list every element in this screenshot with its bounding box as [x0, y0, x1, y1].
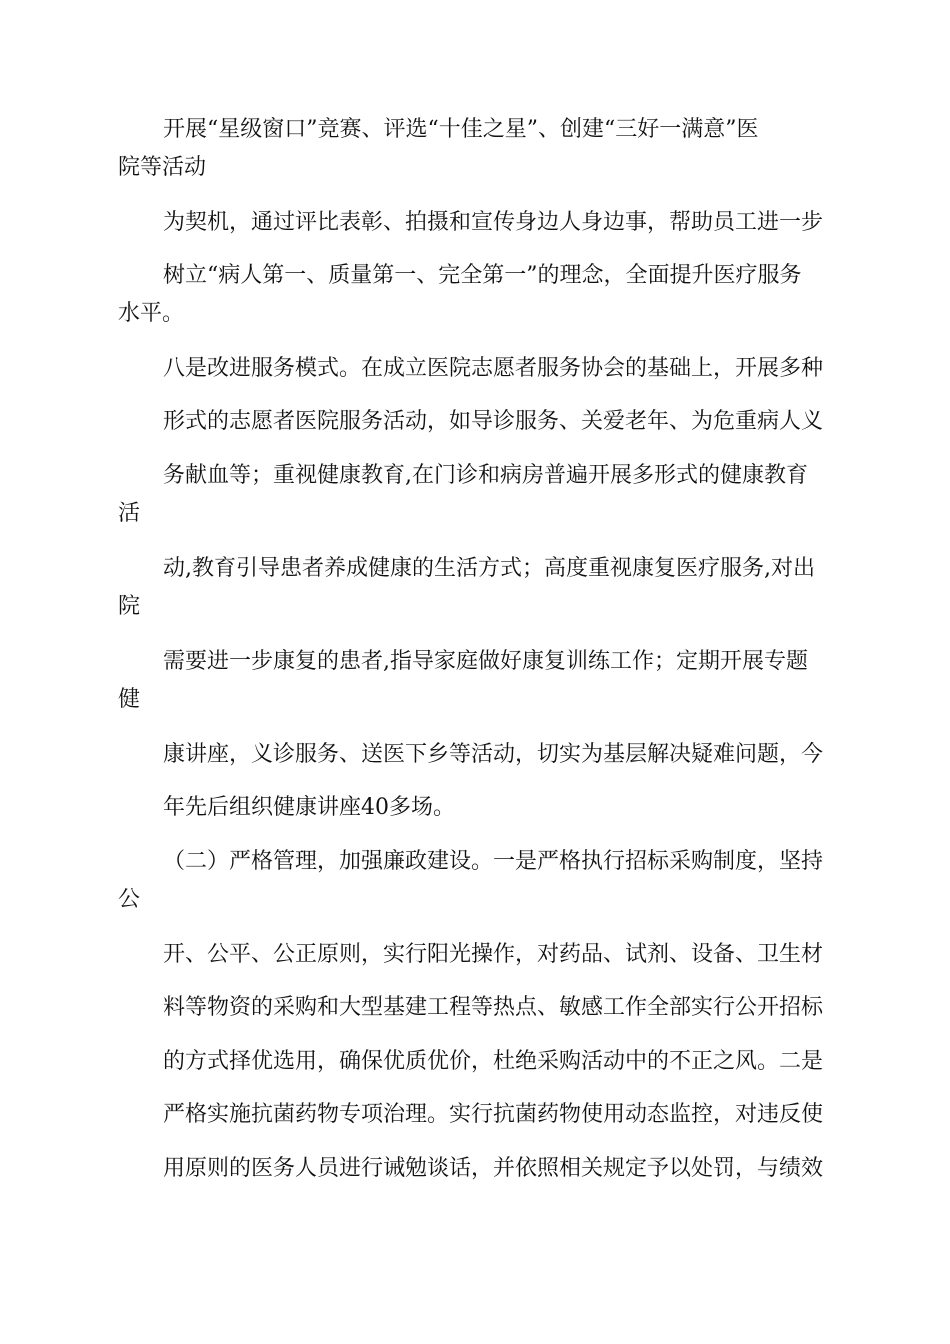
text-line: 严格实施抗菌药物专项治理。实行抗菌药物使用动态监控，对违反使 — [163, 1102, 824, 1127]
text-line-wrap: 健 — [118, 687, 141, 712]
text-line: 年先后组织健康讲座40多场。 — [163, 795, 455, 820]
text-line: 树立“病人第一、质量第一、完全第一”的理念，全面提升医疗服务 — [163, 263, 802, 288]
text-line: 的方式择优选用，确保优质优价，杜绝采购活动中的不正之风。二是 — [163, 1049, 824, 1074]
text-line-wrap: 院 — [118, 594, 141, 619]
text-line: 需要进一步康复的患者,指导家庭做好康复训练工作；定期开展专题 — [163, 649, 808, 674]
text-line-wrap: 活 — [118, 501, 141, 526]
text-line-wrap: 院等活动 — [118, 155, 207, 180]
text-line: 务献血等；重视健康教育,在门诊和病房普遍开展多形式的健康教育 — [163, 463, 808, 488]
text-line-wrap: 公 — [118, 887, 141, 912]
text-line-wrap: 水平。 — [118, 301, 185, 326]
text-line: 形式的志愿者医院服务活动，如导诊服务、关爱老年、为危重病人义 — [163, 409, 824, 434]
text-line: 康讲座，义诊服务、送医下乡等活动，切实为基层解决疑难问题，今 — [163, 742, 824, 767]
text-line: 八是改进服务模式。在成立医院志愿者服务协会的基础上，开展多种 — [163, 356, 824, 381]
text-line: 动,教育引导患者养成健康的生活方式；高度重视康复医疗服务,对出 — [163, 556, 815, 581]
text-line: 开、公平、公正原则，实行阳光操作，对药品、试剂、设备、卫生材 — [163, 942, 824, 967]
text-line: 料等物资的采购和大型基建工程等热点、敏感工作全部实行公开招标 — [163, 995, 824, 1020]
text-line: 开展“星级窗口”竞赛、评选“十佳之星”、创建“三好一满意”医 — [163, 117, 759, 142]
text-line: 用原则的医务人员进行诫勉谈话，并依照相关规定予以处罚，与绩效 — [163, 1156, 824, 1181]
text-line: （二）严格管理，加强廉政建设。一是严格执行招标采购制度，坚持 — [163, 849, 824, 874]
text-line: 为契机，通过评比表彰、拍摄和宣传身边人身边事，帮助员工进一步 — [163, 210, 824, 235]
